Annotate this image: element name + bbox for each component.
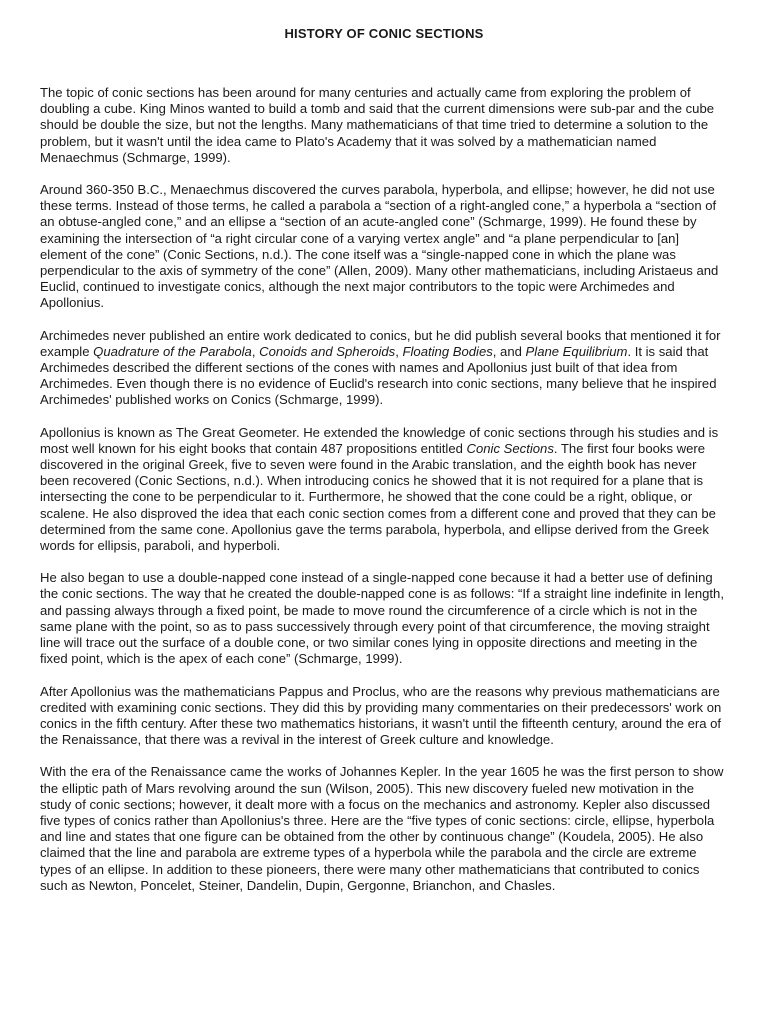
paragraph-text: . The first four books were discovered in the original Greek, five to seven were found in the Arabic translation, and the eighth book has never been recovered (Conic Sections, n.d.). When introducing conics he showed that it is not required for a plane that is intersecting the cone to be perpendicular to it. Furthermore, he showed that the cone could be a right, oblique, or scalene. He also disproved the idea that each conic section comes from a different cone and proved that they can be determined from the same cone. Apollonius gave the terms parabola, hyperbola, and ellipse derived from the Greek words for ellipsis, paraboli, and hyperboli. xyxy=(40,440,716,554)
paragraph-5 xyxy=(40,570,728,667)
paragraph-text: , and xyxy=(492,343,526,359)
paragraph-text: Apollonius is known as The Great Geometer. He extended the knowledge of conic sections through his studies and is most well known for his eight books that contain 487 propositions entitled xyxy=(40,424,719,456)
paragraph-text: With the era of the Renaissance came the works of Johannes Kepler. In the year 1605 he was the first person to show the elliptic path of Mars revolving around the sun (Wilson, 2005). This new discovery fueled new motivation in the study of conic sections; however, it dealt more with a focus on the mechanics and astronomy. Kepler also discussed five types of conics rather than Apollonius's three. Here are the “five types of conic sections: circle, ellipse, hyperbola and line and states that one figure can be obtained from the other by continuous change” (Koudela, 2005). He also claimed that the line and parabola are extreme types of a hyperbola while the parabola and the circle are extreme types of an ellipse. In addition to these pioneers, there were many other mathematicians that contributed to conics such as Newton, Poncelet, Steiner, Dandelin, Dupin, Gergonne, Brianchon, and Chasles. xyxy=(40,764,724,893)
book-title-conic-sections: Conic Sections xyxy=(466,440,554,456)
paragraph-text: , xyxy=(395,343,403,359)
paragraph-text: After Apollonius was the mathematicians Pappus and Proclus, who are the reasons why previous mathematicians are credited with examining conic sections. They did this by providing many commentaries on their predecessors' work on conics in the fifth century. After these two mathematics historians, it wasn't until the fifteenth century, around the era of the Renaissance, that there was a revival in the interest of Greek culture and knowledge. xyxy=(40,683,722,748)
paragraph-text: . It is said that Archimedes described the different sections of the cones with names and Apollonius just built of that idea from Archimedes. Even though there is no evidence of Euclid's research into conic sections, many believe that he inspired Archimedes' published works on Conics (Schmarge, 1999). xyxy=(40,343,717,408)
paragraph-text: He also began to use a double-napped cone instead of a single-napped cone because it had a better use of defining the conic sections. The way that he created the double-napped cone is as follows: “If a straight line indefinite in length, and passing always through a fixed point, be made to move round the circumference of a circle which is not in the same plane with the point, so as to pass successively through every point of that circumference, the moving straight line will trace out the surface of a double cone, or two similar cones lying in opposite directions and meeting in the fixed point, which is the apex of each cone” (Schmarge, 1999). xyxy=(40,570,724,667)
paragraph-7 xyxy=(40,764,728,894)
paragraph-text: Around 360-350 B.C., Menaechmus discovered the curves parabola, hyperbola, and ellipse; however, he did not use these terms. Instead of those terms, he called a parabola a “section of a right-angled cone,” a hyperbola a “section of an obtuse-angled cone,” and an ellipse a “section of an acute-angled cone” (Schmarge, 1999). He found these by examining the intersection of “a right circular cone of a varying vertex angle” and “a plane perpendicular to [an] element of the cone” (Conic Sections, n.d.). The cone itself was a “single-napped cone in which the plane was perpendicular to the axis of symmetry of the cone” (Allen, 2009). Many other mathematicians, including Aristaeus and Euclid, continued to investigate conics, although the next major contributors to the topic were Archimedes and Apollonius. xyxy=(40,182,719,311)
book-title-plane-equilibrium: Plane Equilibrium xyxy=(525,343,628,359)
paragraph-3 xyxy=(40,328,728,409)
paragraph-1 xyxy=(40,85,728,166)
paragraph-6 xyxy=(40,684,728,749)
paragraph-text: Archimedes never published an entire work dedicated to conics, but he did publish several books that mentioned it for example xyxy=(40,327,721,359)
book-title-quadrature: Quadrature of the Parabola xyxy=(93,343,252,359)
paragraph-text: The topic of conic sections has been around for many centuries and actually came from exploring the problem of doubling a cube. King Minos wanted to build a tomb and said that the current dimensions were sub-par and the cube should be double the size, but not the lengths. Many mathematicians of that time tried to determine a solution to the problem, but it wasn't until the idea came to Plato's Academy that it was solved by a mathematician named Menaechmus (Schmarge, 1999). xyxy=(40,85,715,165)
paragraph-2 xyxy=(40,182,728,312)
page-title: HISTORY OF CONIC SECTIONS xyxy=(284,26,484,41)
book-title-floating-bodies: Floating Bodies xyxy=(402,343,493,359)
book-title-conoids: Conoids and Spheroids xyxy=(259,343,396,359)
paragraph-4 xyxy=(40,425,728,555)
paragraph-text: , xyxy=(251,343,260,359)
